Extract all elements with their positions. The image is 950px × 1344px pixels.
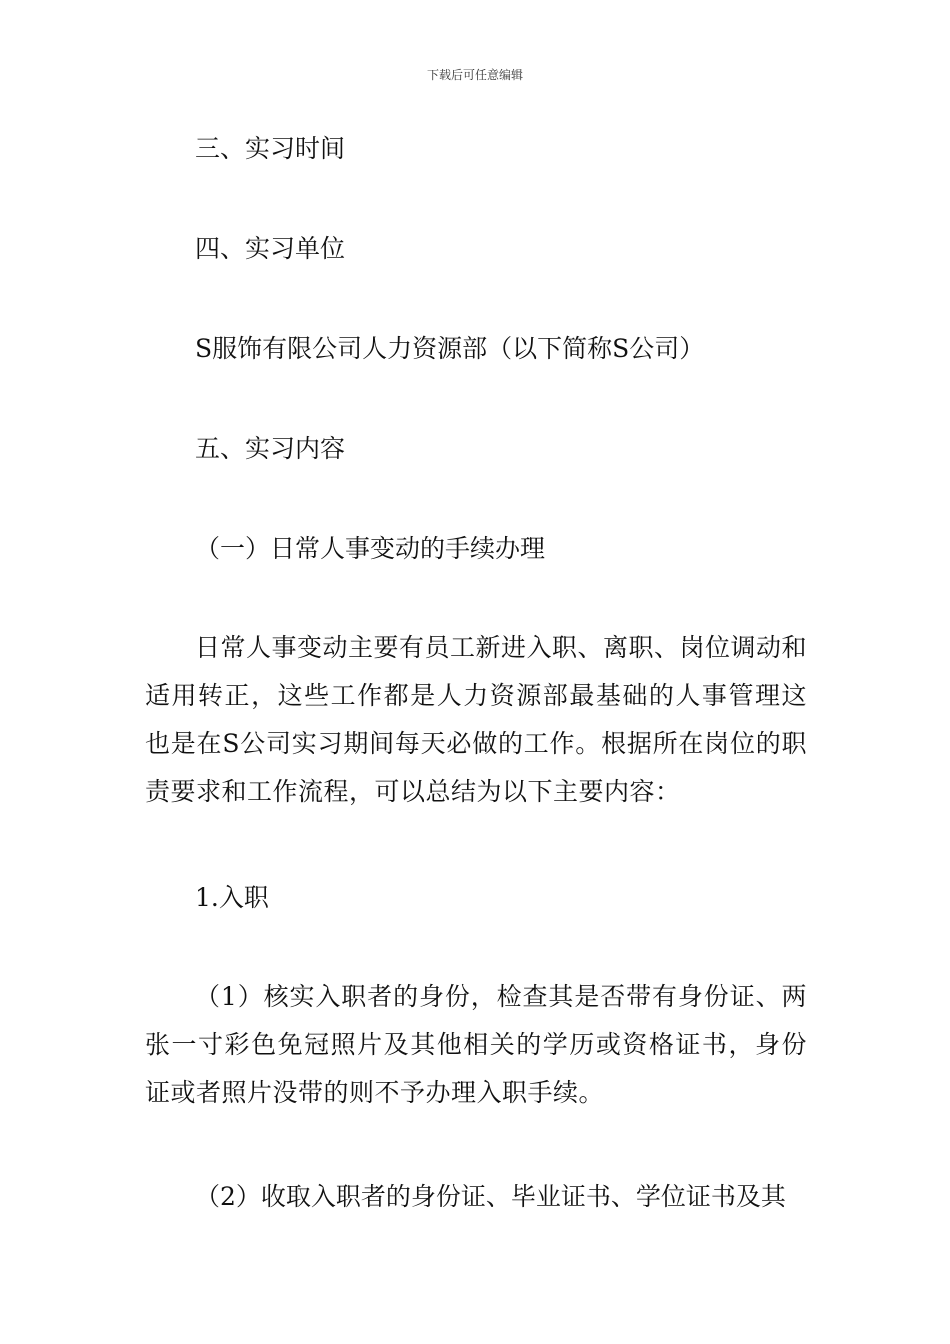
unit-name: S服饰有限公司人力资源部（以下简称S公司）	[195, 334, 705, 363]
paragraph-onboarding-step-1	[145, 973, 807, 1117]
paragraph-personnel-changes	[145, 624, 807, 816]
page-header: 下载后可任意编辑	[426, 68, 523, 82]
list-item-onboarding: 1.入职	[195, 883, 269, 912]
section-heading-internship-time: 三、实习时间	[195, 134, 346, 163]
paragraph-text: （1）核实入职者的身份，检查其是否带有身份证、两张一寸彩色免冠照片及其他相关的学历或资格证书，身份证或者照片没带的则不予办理入职手续。	[145, 982, 807, 1107]
paragraph-onboarding-step-2: （2）收取入职者的身份证、毕业证书、学位证书及其	[195, 1182, 786, 1211]
section-heading-internship-content: 五、实习内容	[195, 434, 346, 463]
paragraph-text: 日常人事变动主要有员工新进入职、离职、岗位调动和适用转正，这些工作都是人力资源部最基础的人事管理这也是在S公司实习期间每天必做的工作。根据所在岗位的职责要求和工作流程，可以总结为以下主要内容：	[145, 633, 808, 806]
section-heading-internship-unit: 四、实习单位	[195, 234, 346, 263]
subsection-heading-personnel-changes: （一）日常人事变动的手续办理	[195, 534, 546, 563]
